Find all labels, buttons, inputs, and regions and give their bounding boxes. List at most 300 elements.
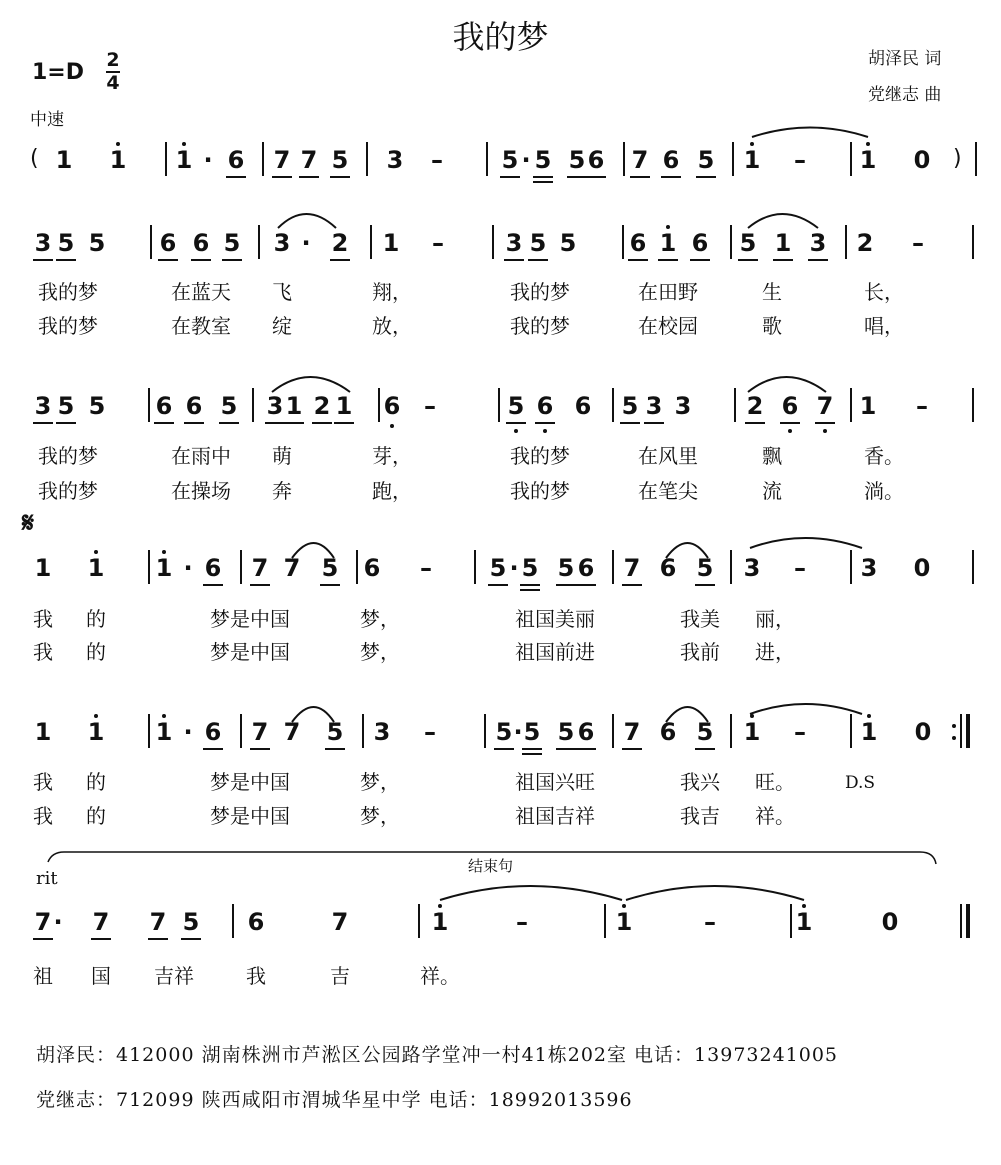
- ending-phrase-label: 结束句: [468, 857, 514, 875]
- note-glyph: 1: [743, 146, 761, 174]
- octave-dot-above: [162, 550, 166, 554]
- note-glyph: ·: [521, 146, 531, 174]
- duration-underline: [522, 748, 542, 750]
- lyric-syllable: 我: [246, 964, 266, 988]
- duration-underline: [330, 176, 350, 178]
- duration-underline: [504, 259, 524, 261]
- note-glyph: 5: [696, 554, 714, 582]
- note-glyph: –: [424, 718, 436, 746]
- footer-lyricist-contact: 胡泽民：412000 湖南株洲市芦淞区公园路学堂冲一村41栋202室 电话：13973241005: [36, 1044, 839, 1066]
- note-glyph: ·: [183, 718, 193, 746]
- lyric-syllable: 梦，: [360, 804, 400, 828]
- note-glyph: 1: [382, 229, 400, 257]
- duration-underline: [658, 259, 678, 261]
- lyric-syllable: 我的梦: [510, 280, 570, 304]
- duration-underline: [644, 422, 664, 424]
- note-glyph: –: [424, 392, 436, 420]
- note-glyph: –: [516, 908, 528, 936]
- duration-underline: [203, 748, 223, 750]
- duration-underline: [690, 259, 710, 261]
- duration-underline: [696, 176, 716, 178]
- note-glyph: 5: [557, 554, 575, 582]
- lyric-syllable: 的: [86, 640, 106, 664]
- note-glyph: 0: [881, 908, 899, 936]
- note-glyph: 5: [529, 229, 547, 257]
- lyric-syllable: 在风里: [638, 444, 698, 468]
- lyric-syllable: 祖国美丽: [515, 607, 595, 631]
- note-glyph: 5: [321, 554, 339, 582]
- note-glyph: 5: [557, 718, 575, 746]
- note-glyph: 5: [523, 718, 541, 746]
- duration-underline: [815, 422, 835, 424]
- octave-dot-below: [788, 429, 792, 433]
- note-glyph: 7: [34, 908, 52, 936]
- note-glyph: 3: [373, 718, 391, 746]
- duration-underline: [620, 422, 640, 424]
- duration-underline: [622, 584, 642, 586]
- note-glyph: 5: [621, 392, 639, 420]
- note-glyph: 1: [859, 392, 877, 420]
- duration-underline: [586, 176, 606, 178]
- note-glyph: 0: [913, 146, 931, 174]
- barline: [604, 904, 606, 938]
- note-glyph: 6: [383, 392, 401, 420]
- lyric-syllable: 我的梦: [38, 314, 98, 338]
- note-glyph: 3: [645, 392, 663, 420]
- note-glyph: 3: [273, 229, 291, 257]
- duration-underline: [312, 422, 332, 424]
- note-glyph: 1: [335, 392, 353, 420]
- note-glyph: 2: [856, 229, 874, 257]
- duration-underline: [576, 584, 596, 586]
- lyric-syllable: 梦是中国: [210, 640, 290, 664]
- note-glyph: 7: [623, 718, 641, 746]
- octave-dot-above: [162, 714, 166, 718]
- barline: [240, 550, 242, 584]
- note-glyph: 7: [631, 146, 649, 174]
- note-glyph: 6: [577, 718, 595, 746]
- song-title: 我的梦: [452, 18, 549, 56]
- time-sig-top: 2: [106, 49, 120, 71]
- duration-underline: [184, 422, 204, 424]
- octave-dot-above: [867, 714, 871, 718]
- note-glyph: 6: [227, 146, 245, 174]
- lyric-syllable: 在雨中: [171, 444, 231, 468]
- lyric-syllable: 在笔尖: [638, 479, 698, 503]
- duration-underline: [265, 422, 285, 424]
- octave-dot-below: [543, 429, 547, 433]
- barline: [612, 388, 614, 422]
- lyric-syllable: 飘: [762, 444, 782, 468]
- lyric-syllable: 祥。: [420, 964, 460, 988]
- note-glyph: 7: [92, 908, 110, 936]
- note-glyph: 5: [489, 554, 507, 582]
- barline: [356, 550, 358, 584]
- note-glyph: 6: [192, 229, 210, 257]
- lyric-syllable: 祖国前进: [515, 640, 595, 664]
- barline: [730, 550, 732, 584]
- duration-underline: [250, 748, 270, 750]
- lyric-syllable: 梦，: [360, 640, 400, 664]
- segno-sign: 𝄋: [22, 506, 35, 539]
- lyric-syllable: 在教室: [171, 314, 231, 338]
- barline: [418, 904, 420, 938]
- note-glyph: 3: [34, 229, 52, 257]
- note-glyph: 5: [501, 146, 519, 174]
- duration-underline: [158, 259, 178, 261]
- octave-dot-above: [94, 714, 98, 718]
- lyric-syllable: 的: [86, 804, 106, 828]
- barline: [612, 714, 614, 748]
- duration-underline: [780, 422, 800, 424]
- duration-underline: [56, 259, 76, 261]
- duration-underline: [535, 422, 555, 424]
- note-glyph: 7: [251, 554, 269, 582]
- lyric-syllable: 旺。: [755, 770, 795, 794]
- note-glyph: 7: [149, 908, 167, 936]
- note-glyph: 3: [266, 392, 284, 420]
- lyric-syllable: 我的梦: [510, 479, 570, 503]
- note-glyph: 1: [285, 392, 303, 420]
- octave-dot-above: [182, 142, 186, 146]
- note-glyph: 1: [109, 146, 127, 174]
- note-glyph: 7: [300, 146, 318, 174]
- note-glyph: 1: [175, 146, 193, 174]
- note-glyph: 6: [536, 392, 554, 420]
- barline: [492, 225, 494, 259]
- duration-underline: [154, 422, 174, 424]
- barline: [486, 142, 488, 176]
- note-glyph: 5: [507, 392, 525, 420]
- octave-dot-below: [823, 429, 827, 433]
- duration-underline: [284, 422, 304, 424]
- composer-credit: 党继志 曲: [868, 85, 942, 105]
- octave-dot-above: [438, 904, 442, 908]
- barline: [370, 225, 372, 259]
- final-barline-thick: [966, 714, 970, 748]
- duration-underline: [500, 176, 520, 178]
- lyric-syllable: 流: [762, 479, 782, 503]
- lyric-syllable: 祖: [33, 964, 53, 988]
- note-glyph: –: [912, 229, 924, 257]
- note-glyph: 5: [88, 392, 106, 420]
- note-glyph: 6: [155, 392, 173, 420]
- lyric-syllable: 梦是中国: [210, 607, 290, 631]
- note-glyph: ·: [183, 554, 193, 582]
- lyric-syllable: 的: [86, 607, 106, 631]
- lyric-syllable: 祖国兴旺: [515, 770, 595, 794]
- lyric-syllable: 淌。: [864, 479, 904, 503]
- note-glyph: 1: [87, 554, 105, 582]
- note-glyph: 5: [559, 229, 577, 257]
- note-glyph: 1: [55, 146, 73, 174]
- lyric-syllable: 在田野: [638, 280, 698, 304]
- duration-underline: [299, 176, 319, 178]
- barline: [262, 142, 264, 176]
- lyric-syllable: 梦，: [360, 770, 400, 794]
- note-glyph: 5: [521, 554, 539, 582]
- barline: [734, 388, 736, 422]
- note-glyph: 6: [577, 554, 595, 582]
- barline: [252, 388, 254, 422]
- note-glyph: 5: [88, 229, 106, 257]
- lyric-syllable: 我: [33, 640, 53, 664]
- paren-open: (: [30, 146, 39, 171]
- lyric-syllable: 在蓝天: [171, 280, 231, 304]
- duration-underline: [325, 748, 345, 750]
- octave-dot-above: [94, 550, 98, 554]
- time-sig-bottom: 4: [106, 72, 120, 94]
- note-glyph: 6: [159, 229, 177, 257]
- note-glyph: 5: [57, 392, 75, 420]
- barline: [975, 142, 977, 176]
- lyric-syllable: 我吉: [680, 804, 720, 828]
- duration-underline: [222, 259, 242, 261]
- lyric-syllable: 国: [91, 964, 111, 988]
- note-glyph: 1: [34, 554, 52, 582]
- time-signature: [103, 50, 123, 94]
- note-glyph: ·: [53, 908, 63, 936]
- lyric-syllable: 飞: [272, 280, 292, 304]
- barline: [378, 388, 380, 422]
- lyric-syllable: 我的梦: [38, 444, 98, 468]
- note-glyph: 3: [809, 229, 827, 257]
- octave-dot-below: [390, 424, 394, 428]
- octave-dot-below: [514, 429, 518, 433]
- barline: [972, 225, 974, 259]
- duration-underline: [745, 422, 765, 424]
- lyric-syllable: 长，: [864, 280, 904, 304]
- barline: [612, 550, 614, 584]
- barline: [850, 142, 852, 176]
- note-glyph: 0: [914, 718, 932, 746]
- note-glyph: 7: [251, 718, 269, 746]
- lyric-syllable: 唱，: [864, 314, 904, 338]
- note-glyph: 5: [568, 146, 586, 174]
- note-glyph: 5: [495, 718, 513, 746]
- note-glyph: 1: [87, 718, 105, 746]
- note-glyph: 1: [795, 908, 813, 936]
- note-glyph: 5: [697, 146, 715, 174]
- note-glyph: 5: [326, 718, 344, 746]
- note-glyph: ·: [301, 229, 311, 257]
- note-glyph: 7: [273, 146, 291, 174]
- note-glyph: 3: [386, 146, 404, 174]
- duration-underline: [494, 748, 514, 750]
- barline: [960, 714, 962, 748]
- barline: [148, 714, 150, 748]
- lyric-syllable: 梦是中国: [210, 770, 290, 794]
- note-glyph: 5: [57, 229, 75, 257]
- note-glyph: 6: [574, 392, 592, 420]
- duration-underline: [226, 176, 246, 178]
- note-glyph: 7: [331, 908, 349, 936]
- duration-underline: [219, 422, 239, 424]
- note-glyph: –: [420, 554, 432, 582]
- barline: [972, 550, 974, 584]
- note-glyph: 6: [662, 146, 680, 174]
- duration-underline: [506, 422, 526, 424]
- footer-composer-contact: 党继志：712099 陕西咸阳市渭城华星中学 电话：18992013596: [36, 1089, 633, 1111]
- duration-underline: [250, 584, 270, 586]
- lyric-syllable: 我美: [680, 607, 720, 631]
- note-glyph: 5: [739, 229, 757, 257]
- barline: [484, 714, 486, 748]
- lyric-syllable: 我的梦: [510, 314, 570, 338]
- note-glyph: 5: [182, 908, 200, 936]
- lyric-syllable: 我的梦: [38, 479, 98, 503]
- duration-underline: [773, 259, 793, 261]
- note-glyph: 6: [587, 146, 605, 174]
- barline: [258, 225, 260, 259]
- barline: [972, 388, 974, 422]
- duration-underline: [33, 938, 53, 940]
- note-glyph: 6: [247, 908, 265, 936]
- note-glyph: ·: [509, 554, 519, 582]
- note-glyph: 3: [505, 229, 523, 257]
- barline: [622, 225, 624, 259]
- barline: [623, 142, 625, 176]
- duration-underline: [556, 584, 576, 586]
- lyric-syllable: 梦，: [360, 607, 400, 631]
- lyric-syllable: 绽: [272, 314, 292, 338]
- ritardando-marking: rit: [36, 868, 58, 889]
- repeat-dot: [952, 736, 956, 740]
- barline: [240, 714, 242, 748]
- lyric-syllable: 歌: [762, 314, 782, 338]
- lyric-syllable: 的: [86, 770, 106, 794]
- barline: [474, 550, 476, 584]
- duration-underline: [334, 422, 354, 424]
- note-glyph: –: [794, 146, 806, 174]
- note-glyph: 5: [534, 146, 552, 174]
- barline: [232, 904, 234, 938]
- duration-underline: [630, 176, 650, 178]
- lyric-syllable: 祖国吉祥: [515, 804, 595, 828]
- lyric-syllable: 跑，: [372, 479, 412, 503]
- lyric-syllable: 我: [33, 607, 53, 631]
- octave-dot-above: [666, 225, 670, 229]
- duration-underline: [738, 259, 758, 261]
- lyric-syllable: 芽，: [372, 444, 412, 468]
- barline: [850, 388, 852, 422]
- note-glyph: 2: [746, 392, 764, 420]
- dal-segno-marking: D.S: [845, 773, 876, 793]
- duration-underline: [181, 938, 201, 940]
- duration-underline: [661, 176, 681, 178]
- barline: [150, 225, 152, 259]
- note-glyph: 6: [691, 229, 709, 257]
- barline: [148, 388, 150, 422]
- note-glyph: 1: [860, 718, 878, 746]
- duration-underline: [522, 753, 542, 755]
- note-glyph: 3: [674, 392, 692, 420]
- note-glyph: 6: [781, 392, 799, 420]
- lyric-syllable: 梦是中国: [210, 804, 290, 828]
- lyric-syllable: 吉祥: [154, 964, 194, 988]
- duration-underline: [520, 589, 540, 591]
- note-glyph: 7: [283, 554, 301, 582]
- barline: [498, 388, 500, 422]
- note-glyph: ·: [513, 718, 523, 746]
- duration-underline: [622, 748, 642, 750]
- barline: [366, 142, 368, 176]
- note-glyph: 1: [34, 718, 52, 746]
- note-glyph: 6: [659, 718, 677, 746]
- duration-underline: [556, 748, 576, 750]
- lyric-syllable: 我的梦: [510, 444, 570, 468]
- note-glyph: 2: [331, 229, 349, 257]
- duration-underline: [272, 176, 292, 178]
- barline: [850, 714, 852, 748]
- barline: [148, 550, 150, 584]
- duration-underline: [33, 422, 53, 424]
- duration-underline: [203, 584, 223, 586]
- note-glyph: 6: [363, 554, 381, 582]
- lyric-syllable: 我前: [680, 640, 720, 664]
- barline: [730, 225, 732, 259]
- octave-dot-above: [622, 904, 626, 908]
- duration-underline: [695, 748, 715, 750]
- note-glyph: 0: [913, 554, 931, 582]
- note-glyph: 6: [204, 554, 222, 582]
- duration-underline: [56, 422, 76, 424]
- note-glyph: 7: [283, 718, 301, 746]
- note-glyph: 1: [615, 908, 633, 936]
- note-glyph: –: [431, 146, 443, 174]
- barline: [845, 225, 847, 259]
- duration-underline: [695, 584, 715, 586]
- lyric-syllable: 进，: [755, 640, 795, 664]
- lyric-syllable: 奔: [272, 479, 292, 503]
- octave-dot-above: [750, 142, 754, 146]
- barline: [730, 714, 732, 748]
- barline: [732, 142, 734, 176]
- note-glyph: 5: [331, 146, 349, 174]
- note-glyph: 7: [623, 554, 641, 582]
- lyric-syllable: 我: [33, 770, 53, 794]
- lyricist-credit: 胡泽民 词: [868, 49, 942, 69]
- duration-underline: [330, 259, 350, 261]
- duration-underline: [533, 181, 553, 183]
- duration-underline: [148, 938, 168, 940]
- lyric-syllable: 吉: [330, 964, 350, 988]
- duration-underline: [191, 259, 211, 261]
- note-glyph: 1: [155, 554, 173, 582]
- duration-underline: [567, 176, 587, 178]
- duration-underline: [528, 259, 548, 261]
- note-glyph: 6: [659, 554, 677, 582]
- lyric-syllable: 放，: [372, 314, 412, 338]
- key-signature: 1=D: [32, 60, 85, 85]
- note-glyph: –: [704, 908, 716, 936]
- lyric-syllable: 祥。: [755, 804, 795, 828]
- note-glyph: 2: [313, 392, 331, 420]
- duration-underline: [808, 259, 828, 261]
- barline: [362, 714, 364, 748]
- lyric-syllable: 在校园: [638, 314, 698, 338]
- note-glyph: 5: [223, 229, 241, 257]
- paren-close: ): [953, 146, 962, 171]
- note-glyph: 6: [629, 229, 647, 257]
- note-glyph: 6: [185, 392, 203, 420]
- note-glyph: 7: [816, 392, 834, 420]
- note-glyph: –: [794, 554, 806, 582]
- octave-dot-above: [750, 714, 754, 718]
- note-glyph: 3: [860, 554, 878, 582]
- octave-dot-above: [116, 142, 120, 146]
- note-glyph: 1: [859, 146, 877, 174]
